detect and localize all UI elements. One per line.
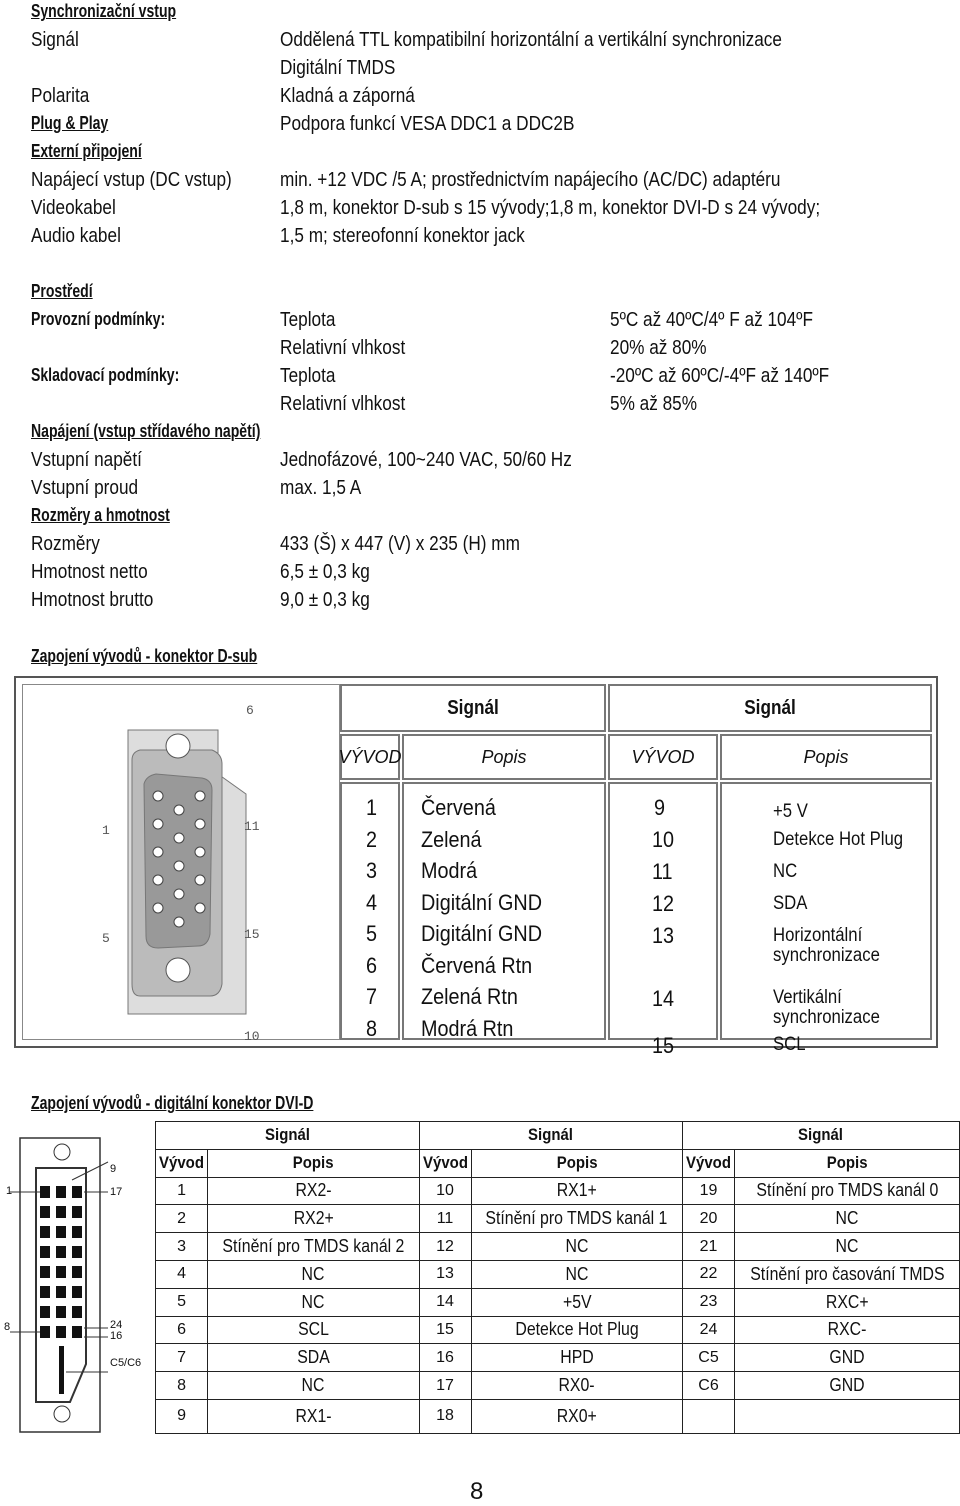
dims-value: 6,5 ± 0,3 kg [280, 561, 370, 583]
dsub-pin: 12 [652, 891, 675, 916]
dvi-pin: 13 [419, 1260, 471, 1288]
dvi-desc-text: NC [301, 1291, 325, 1312]
dvi-diagram-label-8: 8 [4, 1321, 11, 1333]
dvi-desc [735, 1288, 960, 1316]
dsub-left-pins [366, 792, 377, 1044]
dvi-signal-header-text: Signál [264, 1125, 310, 1145]
dvi-col-desc-text: Popis [826, 1153, 868, 1173]
dvi-pin: 21 [683, 1233, 735, 1261]
table-row [156, 1288, 960, 1316]
dvi-desc [735, 1260, 960, 1288]
dvi-col-pin-text: Vývod [686, 1153, 731, 1173]
dsub-desc: +5 V [773, 801, 808, 822]
dsub-desc: Detekce Hot Plug [773, 829, 904, 850]
dsub-col-pin-text: VÝVOD [631, 746, 695, 767]
env-label: Skladovací podmínky: [31, 365, 180, 385]
dsub-col-pin-text: VÝVOD [338, 746, 402, 767]
dsub-col-desc-text: Popis [803, 746, 849, 767]
dvi-desc [471, 1233, 682, 1261]
dvi-col-pin-text: Vývod [422, 1153, 468, 1173]
dvi-diagram-label-c5c6: C5/C6 [110, 1357, 142, 1369]
dsub-signal-header [340, 684, 606, 732]
env-value: 5% až 85% [610, 393, 698, 415]
power-value: max. 1,5 A [280, 477, 362, 499]
dvi-desc-text: RXC+ [825, 1291, 869, 1312]
dsub-desc: SDA [773, 893, 808, 914]
dvi-pin: 2 [156, 1205, 208, 1233]
sync-label: Polarita [31, 85, 90, 107]
dsub-desc: Vertikální [773, 987, 842, 1008]
dsub-col-desc [402, 734, 606, 780]
dvi-desc-text: RX0- [558, 1375, 595, 1396]
dvi-pin: 19 [683, 1177, 735, 1205]
dvi-pin: C5 [683, 1344, 735, 1372]
dvi-pinout-table [155, 1121, 960, 1434]
dsub-desc: synchronizace [773, 1007, 880, 1028]
dsub-pin: 2 [366, 826, 378, 852]
dvi-signal-header [156, 1122, 420, 1150]
dims-heading: Rozměry a hmotnost [31, 505, 170, 525]
dsub-pin: 4 [366, 889, 378, 915]
dvi-desc [735, 1399, 960, 1433]
dsub-pin: 15 [652, 1033, 675, 1058]
sync-label: Audio kabel [31, 225, 121, 247]
power-label: Vstupní napětí [31, 449, 142, 471]
env-param: Relativní vlhkost [280, 337, 406, 359]
dims-value: 433 (Š) x 447 (V) x 235 (H) mm [280, 533, 520, 555]
dsub-diagram-label-1: 1 [102, 823, 110, 838]
dvi-desc [208, 1399, 419, 1433]
power-value: Jednofázové, 100~240 VAC, 50/60 Hz [280, 449, 572, 471]
dims-label: Rozměry [31, 533, 100, 555]
dsub-connector-diagram [22, 684, 340, 1040]
dvi-desc [471, 1316, 682, 1344]
sync-value: Digitální TMDS [280, 57, 396, 79]
dsub-pin: 8 [366, 1015, 378, 1041]
dsub-pin: 5 [366, 921, 378, 946]
dvi-desc [208, 1177, 419, 1205]
dvi-desc-text: RX0+ [556, 1405, 597, 1426]
table-row [156, 1260, 960, 1288]
table-row [156, 1399, 960, 1433]
sync-value: Kladná a záporná [280, 85, 415, 107]
dvi-desc [735, 1372, 960, 1400]
dvi-pin: 9 [156, 1399, 208, 1433]
dvi-desc [208, 1372, 419, 1400]
dvi-col-pin [156, 1149, 208, 1177]
dsub-pin: 13 [652, 923, 675, 948]
dvi-pin: 1 [156, 1177, 208, 1205]
sync-label-bold: Externí připojení [31, 141, 142, 161]
dvi-col-desc [735, 1149, 960, 1177]
dsub-pin: 3 [366, 858, 378, 883]
env-param: Teplota [280, 365, 336, 387]
dims-label: Hmotnost netto [31, 561, 148, 583]
dsub-pin: 7 [366, 984, 378, 1009]
dvi-desc [208, 1316, 419, 1344]
dvi-desc [735, 1177, 960, 1205]
sync-label: Napájecí vstup (DC vstup) [31, 169, 232, 191]
dvi-heading: Zapojení vývodů - digitální konektor DVI-D [31, 1093, 314, 1113]
dvi-pin: 11 [419, 1205, 471, 1233]
dvi-col-desc-text: Popis [556, 1153, 598, 1173]
power-heading: Napájení (vstup střídavého napětí) [31, 421, 261, 441]
table-row [156, 1205, 960, 1233]
dvi-desc-text: Stínění pro časování TMDS [749, 1263, 945, 1284]
dsub-signal-header-text: Signál [744, 696, 796, 719]
dvi-pin [683, 1399, 735, 1433]
table-row [156, 1344, 960, 1372]
dvi-pin: 5 [156, 1288, 208, 1316]
dsub-col-pin [608, 734, 718, 780]
sync-label: Signál [31, 29, 79, 51]
dvi-desc [735, 1205, 960, 1233]
dvi-signal-header [419, 1122, 683, 1150]
table-row [156, 1177, 960, 1205]
dvi-desc-text: Stínění pro TMDS kanál 2 [222, 1236, 405, 1257]
dsub-diagram-label-10: 10 [244, 1029, 260, 1040]
dsub-desc: Digitální GND [421, 921, 543, 946]
dvi-desc-text: Detekce Hot Plug [515, 1319, 639, 1340]
table-row [156, 1372, 960, 1400]
env-param: Relativní vlhkost [280, 393, 406, 415]
dvi-pin: 22 [683, 1260, 735, 1288]
dsub-col-desc-text: Popis [481, 746, 527, 767]
dvi-desc-text: RX1- [295, 1405, 332, 1426]
dsub-desc: Modrá [421, 858, 478, 883]
dsub-diagram-label-5: 5 [102, 931, 110, 946]
dvi-desc-text: NC [301, 1263, 325, 1284]
table-row [156, 1316, 960, 1344]
dvi-desc-text: RXC- [827, 1319, 867, 1340]
power-label: Vstupní proud [31, 477, 139, 499]
env-param: Teplota [280, 309, 336, 331]
dvi-pin: 10 [419, 1177, 471, 1205]
dsub-pin: 11 [652, 859, 673, 884]
dvi-col-desc [208, 1149, 419, 1177]
dsub-left-descs [421, 792, 542, 1044]
dvi-desc [471, 1372, 682, 1400]
dsub-desc: Červená Rtn [421, 952, 533, 978]
dsub-pinout-panel [14, 676, 938, 1058]
dvi-diagram-label-9: 9 [110, 1163, 117, 1175]
env-value: -20ºC až 60ºC/-4ºF až 140ºF [610, 365, 830, 387]
dvi-desc [735, 1233, 960, 1261]
dvi-desc [471, 1260, 682, 1288]
sync-label: Videokabel [31, 197, 116, 219]
dvi-pin: 23 [683, 1288, 735, 1316]
dvi-signal-header-text: Signál [528, 1125, 574, 1145]
dsub-pin: 1 [366, 795, 378, 820]
dvi-pin: 15 [419, 1316, 471, 1344]
dvi-desc-text: SDA [296, 1347, 330, 1368]
dsub-diagram-label-15: 15 [244, 927, 260, 942]
dvi-signal-header-text: Signál [798, 1125, 844, 1145]
dvi-desc-text: Stínění pro TMDS kanál 0 [756, 1180, 938, 1201]
dvi-desc [208, 1205, 419, 1233]
dvi-pin: 18 [419, 1399, 471, 1433]
dvi-col-pin [419, 1149, 471, 1177]
dvi-pin: C6 [683, 1372, 735, 1400]
dvi-desc [208, 1288, 419, 1316]
dsub-desc: Červená [421, 795, 496, 820]
dvi-col-header-row [156, 1149, 960, 1177]
dvi-desc [471, 1399, 682, 1433]
dvi-desc-text: NC [565, 1263, 589, 1284]
dvi-col-desc [471, 1149, 682, 1177]
dvi-pin: 20 [683, 1205, 735, 1233]
dsub-desc: Zelená [421, 826, 482, 852]
dvi-desc [208, 1260, 419, 1288]
dvi-desc [208, 1344, 419, 1372]
dsub-desc: SCL [773, 1034, 806, 1055]
dvi-col-pin-text: Vývod [159, 1153, 204, 1173]
dvi-desc-text: NC [565, 1236, 589, 1257]
dvi-diagram-label-17: 17 [110, 1186, 123, 1198]
dvi-pin: 14 [419, 1288, 471, 1316]
dsub-pin: 14 [652, 986, 675, 1011]
dvi-desc-text: SCL [297, 1319, 329, 1340]
dvi-desc-text: RX2- [295, 1180, 332, 1201]
dvi-diagram-label-1: 1 [6, 1185, 13, 1197]
sync-value: 1,8 m, konektor D-sub s 15 vývody;1,8 m, konektor DVI-D s 24 vývody; [280, 197, 821, 219]
dsub-diagram-label-11: 11 [244, 819, 260, 834]
dvi-diagram-label-24: 24 [110, 1319, 123, 1331]
dvi-pin: 16 [419, 1344, 471, 1372]
dvi-desc-text: RX1+ [556, 1180, 597, 1201]
dsub-col-pin [340, 734, 400, 780]
dvi-pin: 3 [156, 1233, 208, 1261]
sync-label-bold: Plug & Play [31, 113, 109, 133]
dsub-signal-header-text: Signál [447, 696, 499, 719]
dvi-desc [208, 1233, 419, 1261]
dsub-desc: Digitální GND [421, 889, 543, 915]
dvi-desc-text: NC [301, 1375, 325, 1396]
dsub-heading: Zapojení vývodů - konektor D-sub [31, 646, 258, 666]
dvi-pin: 17 [419, 1372, 471, 1400]
dvi-pin: 7 [156, 1344, 208, 1372]
dvi-pin: 24 [683, 1316, 735, 1344]
dvi-pin: 6 [156, 1316, 208, 1344]
dvi-pin: 12 [419, 1233, 471, 1261]
sync-heading: Synchronizační vstup [31, 1, 177, 21]
dvi-desc-text: HPD [560, 1347, 594, 1368]
dsub-diagram-label-6: 6 [246, 703, 254, 718]
page-number: 8 [470, 1478, 484, 1505]
dvi-desc-text: RX2+ [293, 1208, 334, 1229]
dvi-connector-diagram [0, 1132, 152, 1442]
dvi-desc [471, 1177, 682, 1205]
sync-value: Podpora funkcí VESA DDC1 a DDC2B [280, 113, 575, 135]
dsub-pin: 6 [366, 952, 378, 978]
dvi-pin: 4 [156, 1260, 208, 1288]
dsub-desc: synchronizace [773, 945, 880, 966]
dvi-signal-header [683, 1122, 960, 1150]
dvi-diagram-label-16: 16 [110, 1330, 123, 1342]
dsub-col-desc [720, 734, 932, 780]
dsub-desc: NC [773, 861, 798, 882]
env-label: Provozní podmínky: [31, 309, 166, 329]
env-value: 20% až 80% [610, 337, 707, 359]
dsub-signal-header [608, 684, 932, 732]
dvi-col-pin [683, 1149, 735, 1177]
dvi-desc-text: GND [829, 1347, 865, 1368]
dsub-pin: 9 [654, 795, 666, 820]
table-row [156, 1233, 960, 1261]
dsub-desc: Modrá Rtn [421, 1015, 514, 1041]
dsub-desc: Horizontální [773, 925, 863, 946]
dvi-desc [471, 1205, 682, 1233]
dvi-desc-text: GND [829, 1375, 865, 1396]
dims-label: Hmotnost brutto [31, 589, 154, 611]
dsub-desc: Zelená Rtn [421, 984, 518, 1009]
dvi-desc-text: +5V [562, 1291, 592, 1312]
sync-value: 1,5 m; stereofonní konektor jack [280, 225, 525, 247]
dvi-desc-text: NC [835, 1208, 859, 1229]
dvi-desc [471, 1344, 682, 1372]
dsub-pin: 10 [652, 827, 675, 852]
sync-value: min. +12 VDC /5 A; prostřednictvím napájecího (AC/DC) adaptéru [280, 169, 781, 191]
env-heading: Prostředí [31, 281, 93, 301]
dvi-desc [471, 1288, 682, 1316]
dvi-desc [735, 1316, 960, 1344]
dvi-desc-text: Stínění pro TMDS kanál 1 [485, 1208, 668, 1229]
dvi-pin: 8 [156, 1372, 208, 1400]
dvi-col-desc-text: Popis [292, 1153, 334, 1173]
dvi-desc-text: NC [835, 1236, 859, 1257]
env-value: 5ºC až 40ºC/4º F až 104ºF [610, 309, 813, 331]
dims-value: 9,0 ± 0,3 kg [280, 589, 370, 611]
dvi-signal-row [156, 1122, 960, 1150]
sync-value: Oddělená TTL kompatibilní horizontální a vertikální synchronizace [280, 29, 782, 51]
dvi-desc [735, 1344, 960, 1372]
